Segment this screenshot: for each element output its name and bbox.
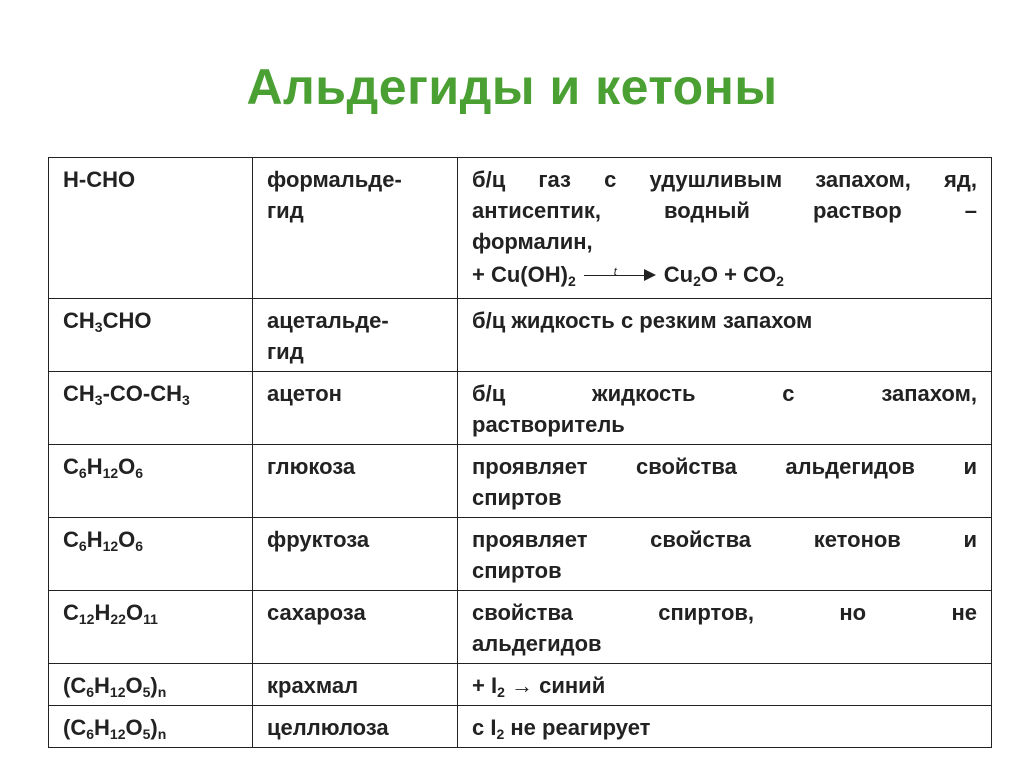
description-cell: + $I_2$ → синий [458, 664, 992, 706]
page-title: Альдегиды и кетоны [246, 59, 778, 115]
description-line: проявляет свойства кетонов и [472, 527, 977, 552]
arrow-icon: → [511, 673, 533, 698]
description-line: свойства спиртов, но не [472, 600, 977, 625]
arrow-icon: t [584, 266, 656, 284]
formula-cell: $(C_6H_{12}O_5)_n$ [49, 706, 253, 748]
description-cell: с $I_2$ не реагирует [458, 706, 992, 748]
table-row [49, 706, 992, 748]
table-row [49, 372, 992, 445]
description-cell [458, 372, 992, 445]
name-cell: ацетальде- гид [253, 299, 458, 372]
description-line: проявляет свойства альдегидов и [472, 454, 977, 479]
table-row [49, 518, 992, 591]
formula-cell: $C_{12}H_{22}O_{11}$ [49, 591, 253, 664]
description-cell: б/ц жидкость с резким запахом [458, 299, 992, 372]
table-row [49, 299, 992, 372]
description-line: б/ц газ с удушливым запахом, яд, [472, 167, 977, 192]
name-cell: целлюлоза [253, 706, 458, 748]
description-line: формалин, [472, 229, 593, 254]
formula-cell: H-CHO [49, 158, 253, 299]
description-line: растворитель [472, 412, 625, 437]
name-cell: глюкоза [253, 445, 458, 518]
formula-cell: $CH_3-CO-CH_3$ [49, 372, 253, 445]
description-cell [458, 158, 992, 299]
name-cell: крахмал [253, 664, 458, 706]
description-cell [458, 591, 992, 664]
properties-table [48, 157, 992, 748]
formula-cell: $C_6H_{12}O_6$ [49, 445, 253, 518]
formula-cell: $(C_6H_{12}O_5)_n$ [49, 664, 253, 706]
description-line: спиртов [472, 485, 562, 510]
name-cell: фруктоза [253, 518, 458, 591]
description-cell [458, 518, 992, 591]
table-row [49, 591, 992, 664]
table-row [49, 445, 992, 518]
formula-cell: $CH_3CHO$ [49, 299, 253, 372]
description-cell [458, 445, 992, 518]
reaction-equation: + $Cu(OH)_2$ t $Cu_2O + CO_2$ [472, 262, 784, 289]
description-line: б/ц жидкость с запахом, [472, 381, 977, 406]
description-line: альдегидов [472, 631, 602, 656]
table-row [49, 664, 992, 706]
formula-cell: $C_6H_{12}O_6$ [49, 518, 253, 591]
name-cell: ацетон [253, 372, 458, 445]
description-line: спиртов [472, 558, 562, 583]
name-cell: формальде- гид [253, 158, 458, 299]
description-line: антисептик, водный раствор – [472, 198, 977, 223]
name-cell: сахароза [253, 591, 458, 664]
table-row [49, 158, 992, 299]
